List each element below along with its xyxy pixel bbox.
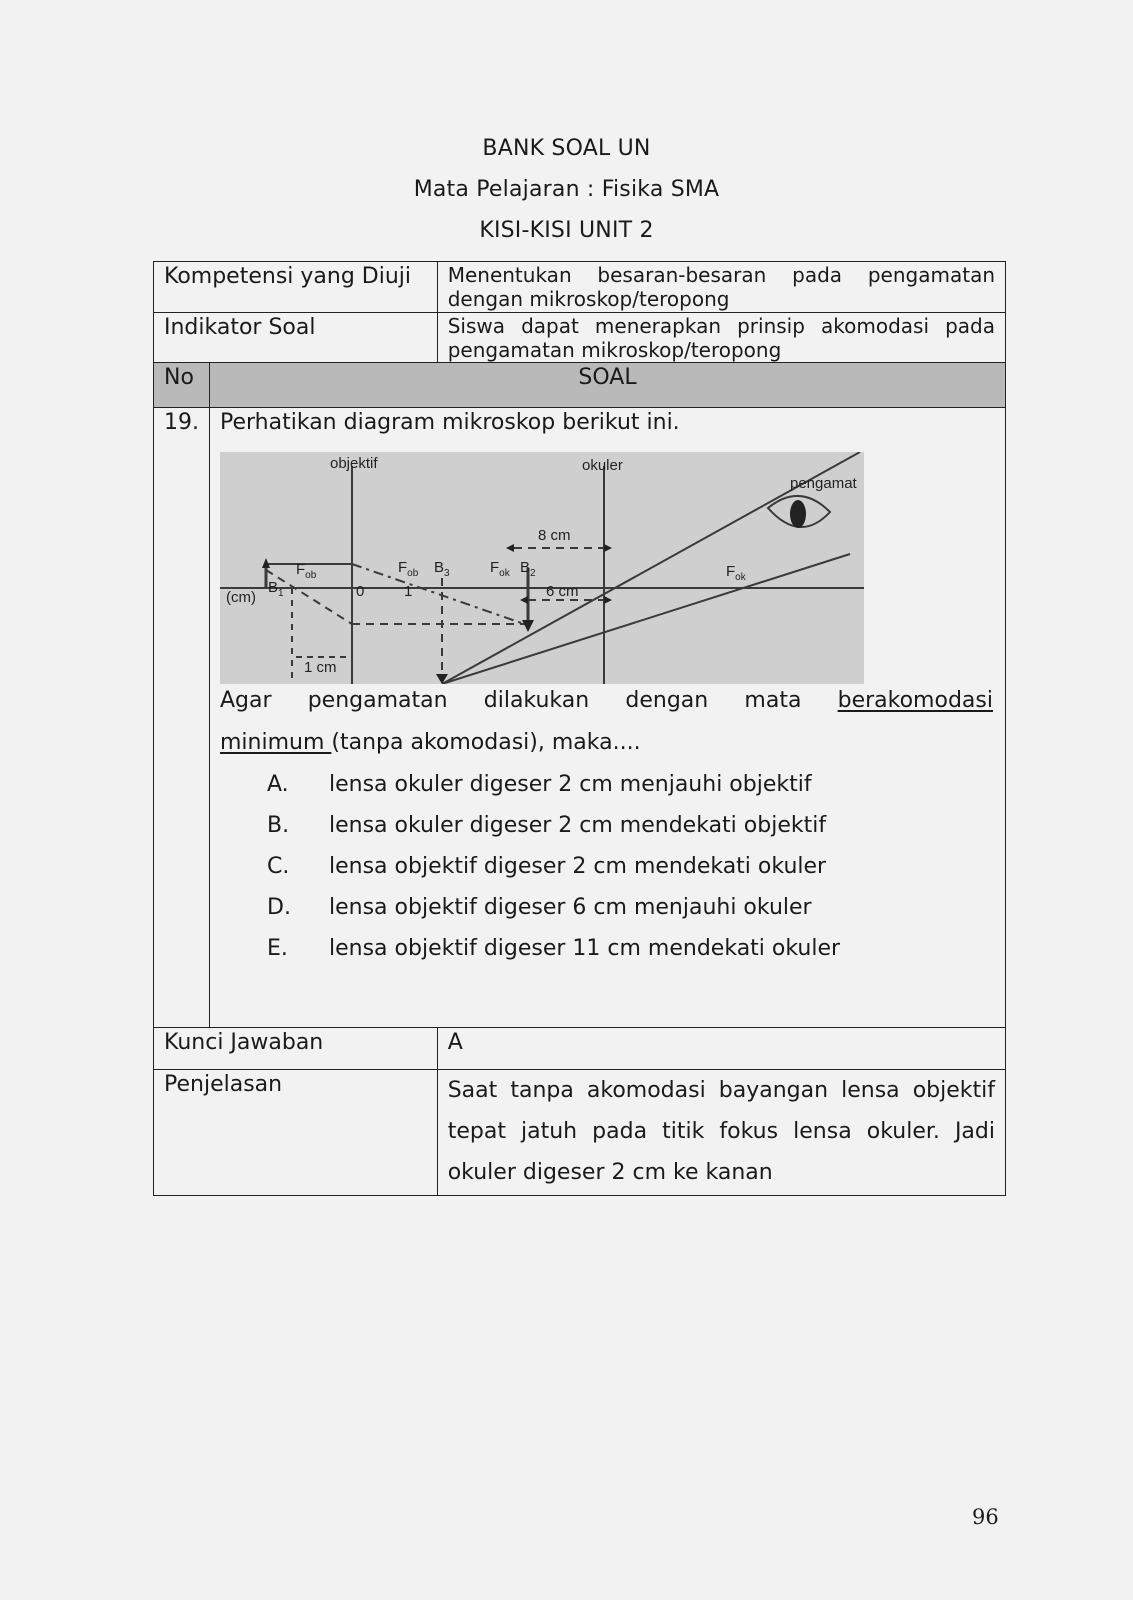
page-number: 96 [972,1505,999,1529]
penjelasan-line2: tepat jatuh pada titik fokus lensa okuler. Jadi [447,1119,995,1144]
label-objektif: objektif [330,455,378,472]
label-okuler: okuler [582,457,623,474]
penjelasan-label: Penjelasan [154,1070,438,1196]
indikator-value [437,313,1005,363]
para-word: pengamatan [307,688,448,713]
option-e [267,936,840,961]
option-letter: C. [267,854,290,879]
label-fob-near: $F_{ob}$ [296,561,317,581]
para-word: mata [744,688,802,713]
eye-pupil [790,500,806,528]
para-rest: (tanpa akomodasi), maka.... [331,730,641,755]
option-letter: E. [267,936,288,961]
kompetensi-value-line1: Menentukan besaran-besaran pada pengamatan [447,263,995,287]
kunci-label: Kunci Jawaban [154,1028,438,1070]
label-one: 1 [404,583,413,600]
label-fok-right: $F_{ok}$ [726,563,746,583]
option-text: lensa okuler digeser 2 cm menjauhi objektif [329,772,812,797]
para-word: dengan [625,688,709,713]
kompetensi-row [154,262,1006,313]
option-text: lensa objektif digeser 11 cm mendekati okuler [329,936,841,961]
penjelasan-line3: okuler digeser 2 cm ke kanan [447,1160,773,1185]
penjelasan-value [437,1070,1005,1196]
option-b [267,813,826,838]
option-letter: D. [267,895,291,920]
soal-header-row [154,363,1006,408]
question-body [210,408,1006,1028]
kompetensi-value-line2: dengan mikroskop/teropong [447,287,730,311]
option-c [267,854,826,879]
para-underlined-minimum: minimum [220,730,332,755]
label-zero: 0 [356,583,365,600]
label-1cm: 1 cm [304,659,337,676]
option-letter: B. [267,813,290,838]
option-text: lensa okuler digeser 2 cm mendekati objektif [329,813,827,838]
label-8cm: 8 cm [538,527,571,544]
no-header: No [154,363,210,408]
label-fob: $F_{ob}$ [398,559,419,579]
doc-unit: KISI-KISI UNIT 2 [479,218,654,243]
option-letter: A. [267,772,289,797]
penjelasan-line1: Saat tanpa akomodasi bayangan lensa objektif [447,1078,995,1103]
para-word: dilakukan [483,688,590,713]
label-b1: $B_1$ [268,579,284,599]
option-text: lensa objektif digeser 6 cm menjauhi okuler [329,895,812,920]
question-table [153,261,1006,1196]
label-6cm: 6 cm [546,583,579,600]
doc-subject: Mata Pelajaran : Fisika SMA [413,177,720,202]
soal-header: SOAL [210,363,1006,408]
kompetensi-label: Kompetensi yang Diuji [154,262,438,313]
kompetensi-value [437,262,1005,313]
question-number: 19. [154,408,210,1028]
label-fok-left: $F_{ok}$ [490,559,510,579]
indikator-value-line2: pengamatan mikroskop/teropong [447,338,782,362]
question-row [154,408,1006,1028]
label-cm-unit: (cm) [226,589,256,606]
question-intro: Perhatikan diagram mikroskop berikut ini. [220,410,680,435]
indikator-label: Indikator Soal [154,313,438,363]
kunci-value: A [437,1028,1005,1070]
doc-title: BANK SOAL UN [482,136,651,161]
penjelasan-row [154,1070,1006,1196]
indikator-row [154,313,1006,363]
indikator-value-line1: Siswa dapat menerapkan prinsip akomodasi pada [447,314,995,338]
label-pengamat: pengamat [790,475,857,492]
option-d [267,895,812,920]
option-a [267,772,812,797]
question-paragraph-line1 [220,688,993,713]
para-word: Agar [220,688,272,713]
question-paragraph-line2 [220,730,641,755]
kunci-row [154,1028,1006,1070]
option-text: lensa objektif digeser 2 cm mendekati okuler [329,854,827,879]
label-b2: $B_2$ [520,559,536,579]
microscope-diagram [220,452,864,684]
label-b3: $B_3$ [434,559,450,579]
diagram-background [220,452,864,684]
para-word-underlined: berakomodasi [837,688,993,713]
